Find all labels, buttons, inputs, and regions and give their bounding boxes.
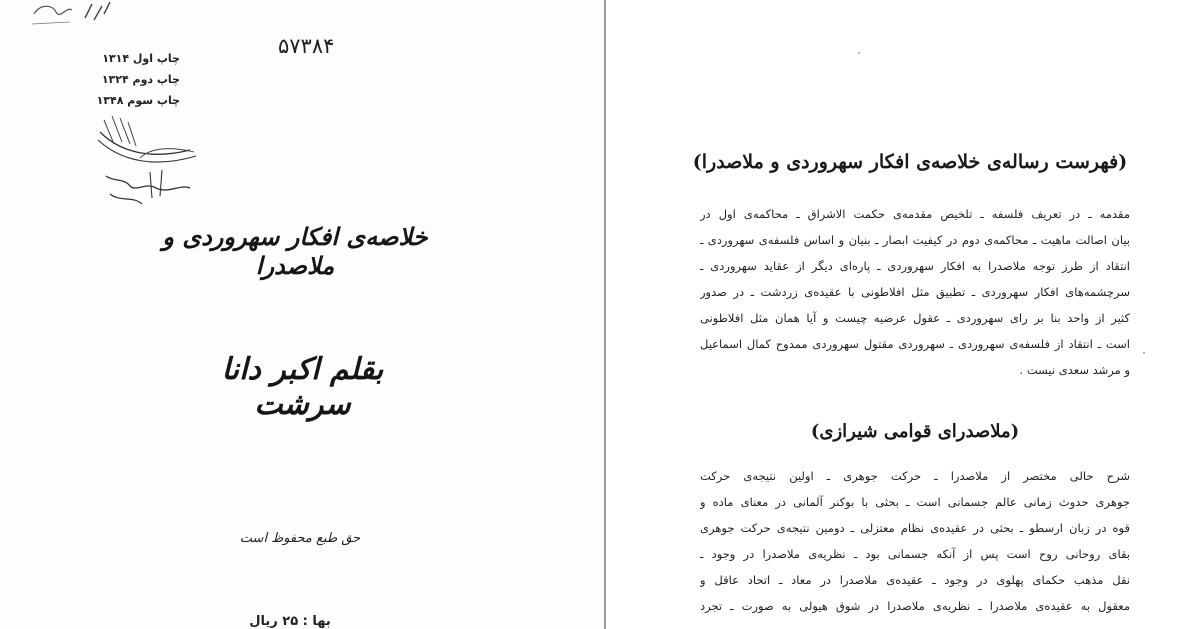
section-heading: (ملاصدرای قوامی شیرازی) [810, 421, 1020, 442]
edition-line: چاپ دوم ۱۳۲۴ [101, 73, 180, 86]
contents-line: و مرشد سعدی نیست . [1019, 363, 1130, 377]
author-name: بقلم اکبر دانا سرشت [221, 352, 384, 422]
contents-line: سرچشمه‌های افکار سهروردی ـ تطبیق مثل افلاطونی با عقیده‌ی زردشت ـ در صدور [700, 285, 1130, 299]
edition-list [70, 48, 180, 111]
contents-line: مقدمه ـ در تعریف فلسفه ـ تلخیص مقدمه‌ی حکمت الاشراق ـ محاکمه‌ی اول در [700, 207, 1130, 221]
contents-line: بقای روحانی روح است پس از آنکه جسمانی بود ـ نظریه‌ی ملاصدرا در وجود ـ [700, 547, 1130, 561]
paper-speck [1143, 352, 1145, 354]
contents-line: کثیر از واحد بنا بر رای سهروردی ـ عقول عرضیه چیست و آیا همان مثل افلاطونی [700, 311, 1130, 325]
copyright-notice: حق طبع محفوظ است [239, 531, 361, 546]
contents-line: معقول به عقیده‌ی ملاصدرا ـ نظریه‌ی ملاصدرا در شوق هیولی به صورت ـ تجرد [700, 599, 1130, 613]
serial-number: ۵۷۳۸۴ [278, 34, 335, 58]
contents-line: است ـ انتقاد از فلسفه‌ی سهروردی ـ سهروردی مقتول سهروردی ممدوح کمال اسماعیل [700, 337, 1130, 351]
book-title: خلاصه‌ی افکار سهروردی و ملاصدرا [162, 222, 428, 280]
edition-line: چاپ اول ۱۳۱۴ [102, 52, 180, 65]
contents-line: شرح حالی مختصر از ملاصدرا ـ حرکت جوهری ـ اولین نتیجه‌ی حرکت [700, 469, 1130, 483]
contents-line: قوه در زبان ارسطو ـ بحثی در عقیده‌ی نظام معتزلی ـ دومین نتیجه‌ی حرکت جوهری [700, 521, 1130, 535]
library-stamp [90, 112, 205, 217]
contents-line: انتقاد از طرز توجه ملاصدرا به افکار سهروردی ـ پاره‌ای دیگر از عقاید سهروردی ـ [700, 259, 1130, 273]
contents-line: نقل مذهب حکمای پهلوی در وجود ـ عقیده‌ی ملاصدرا در معاد ـ اتحاد عاقل و [700, 573, 1130, 587]
page-gutter [604, 0, 606, 629]
paper-speck [858, 52, 860, 54]
price-label: بها : ۲۵ ریال [249, 614, 331, 629]
edition-line: چاپ سوم ۱۳۴۸ [96, 94, 180, 107]
handwritten-scribble-icon [30, 0, 120, 28]
contents-line: بیان اصالت ماهیت ـ محاکمه‌ی دوم در کیفیت ابصار ـ بنیان و اساس فلسفه‌ی سهروردی ـ [700, 233, 1130, 247]
contents-heading: (فهرست رساله‌ی خلاصه‌ی افکار سهروردی و ملاصدرا) [692, 151, 1128, 173]
contents-line: جوهری حدوث زمانی عالم جسمانی است ـ بحثی با بوکنر آلمانی در معنای ماده و [700, 495, 1130, 509]
